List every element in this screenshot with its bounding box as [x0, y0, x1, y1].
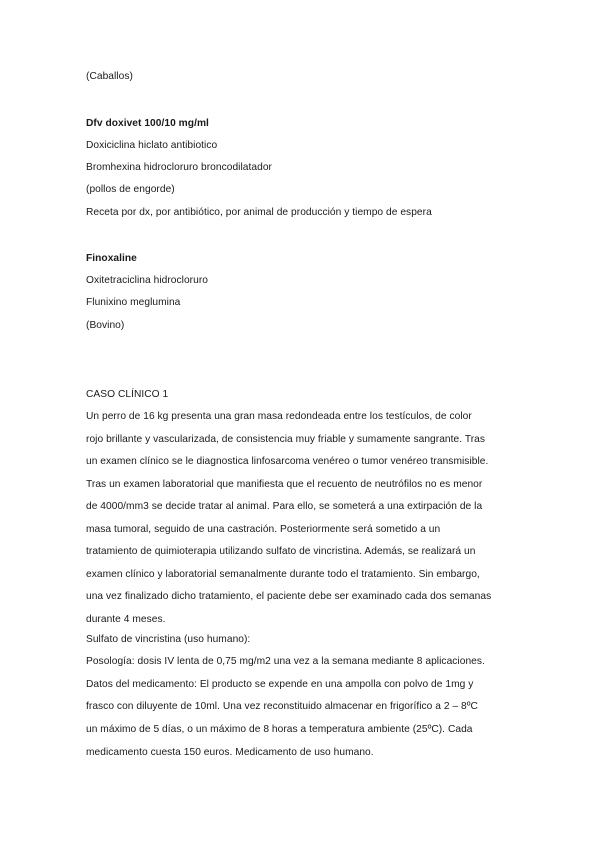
species-label-bovine: (Bovino)	[86, 320, 125, 331]
case-paragraph-line: masa tumoral, seguido de una castración. Posteriormente será sometido a un	[86, 524, 441, 535]
case-paragraph-line: rojo brillante y vascularizada, de consistencia muy friable y sumamente sangrante. Tras	[86, 434, 486, 445]
species-label-chickens: (pollos de engorde)	[86, 184, 175, 195]
product-line: Oxitetraciclina hidrocloruro	[86, 275, 208, 286]
case-paragraph-line: examen clínico y laboratorial semanalmente durante todo el tratamiento. Sin embargo,	[86, 569, 480, 580]
case-paragraph-line: un examen clínico se le diagnostica linfosarcoma venéreo o tumor venéreo transmisible.	[86, 456, 489, 467]
product-line: Flunixino meglumina	[86, 297, 181, 308]
product-title-doxivet: Dfv doxivet 100/10 mg/ml	[86, 118, 209, 129]
posology-line: Posología: dosis IV lenta de 0,75 mg/m2 una vez a la semana mediante 8 aplicaciones.	[86, 656, 485, 667]
prescription-note: Receta por dx, por antibiótico, por animal de producción y tiempo de espera	[86, 207, 432, 218]
drug-data-line: Datos del medicamento: El producto se expende en una ampolla con polvo de 1mg y	[86, 679, 474, 690]
product-line: Doxiciclina hiclato antibiotico	[86, 140, 218, 151]
drug-data-line: medicamento cuesta 150 euros. Medicamento de uso humano.	[86, 747, 374, 758]
case-paragraph-line: tratamiento de quimioterapia utilizando sulfato de vincristina. Además, se realizará un	[86, 546, 476, 557]
case-paragraph-line: durante 4 meses.	[86, 614, 166, 625]
case-paragraph-line: una vez finalizado dicho tratamiento, el paciente debe ser examinado cada dos semanas	[86, 591, 492, 602]
product-title-finoxaline: Finoxaline	[86, 253, 137, 264]
case-paragraph-line: de 4000/mm3 se decide tratar al animal. Para ello, se someterá a una extirpación de la	[86, 501, 483, 512]
case-heading: CASO CLÍNICO 1	[86, 389, 169, 400]
species-label-horses: (Caballos)	[86, 71, 133, 82]
drug-data-line: frasco con diluyente de 10ml. Una vez reconstituido almacenar en frigorífico a 2 – 8ºC	[86, 701, 478, 712]
drug-heading: Sulfato de vincristina (uso humano):	[86, 634, 251, 645]
drug-data-line: un máximo de 5 días, o un máximo de 8 horas a temperatura ambiente (25ºC). Cada	[86, 724, 473, 735]
product-line: Bromhexina hidrocloruro broncodilatador	[86, 162, 272, 173]
case-paragraph-line: Un perro de 16 kg presenta una gran masa redondeada entre los testículos, de color	[86, 411, 472, 422]
case-paragraph-line: Tras un examen laboratorial que manifiesta que el recuento de neutrófilos no es menor	[86, 479, 483, 490]
